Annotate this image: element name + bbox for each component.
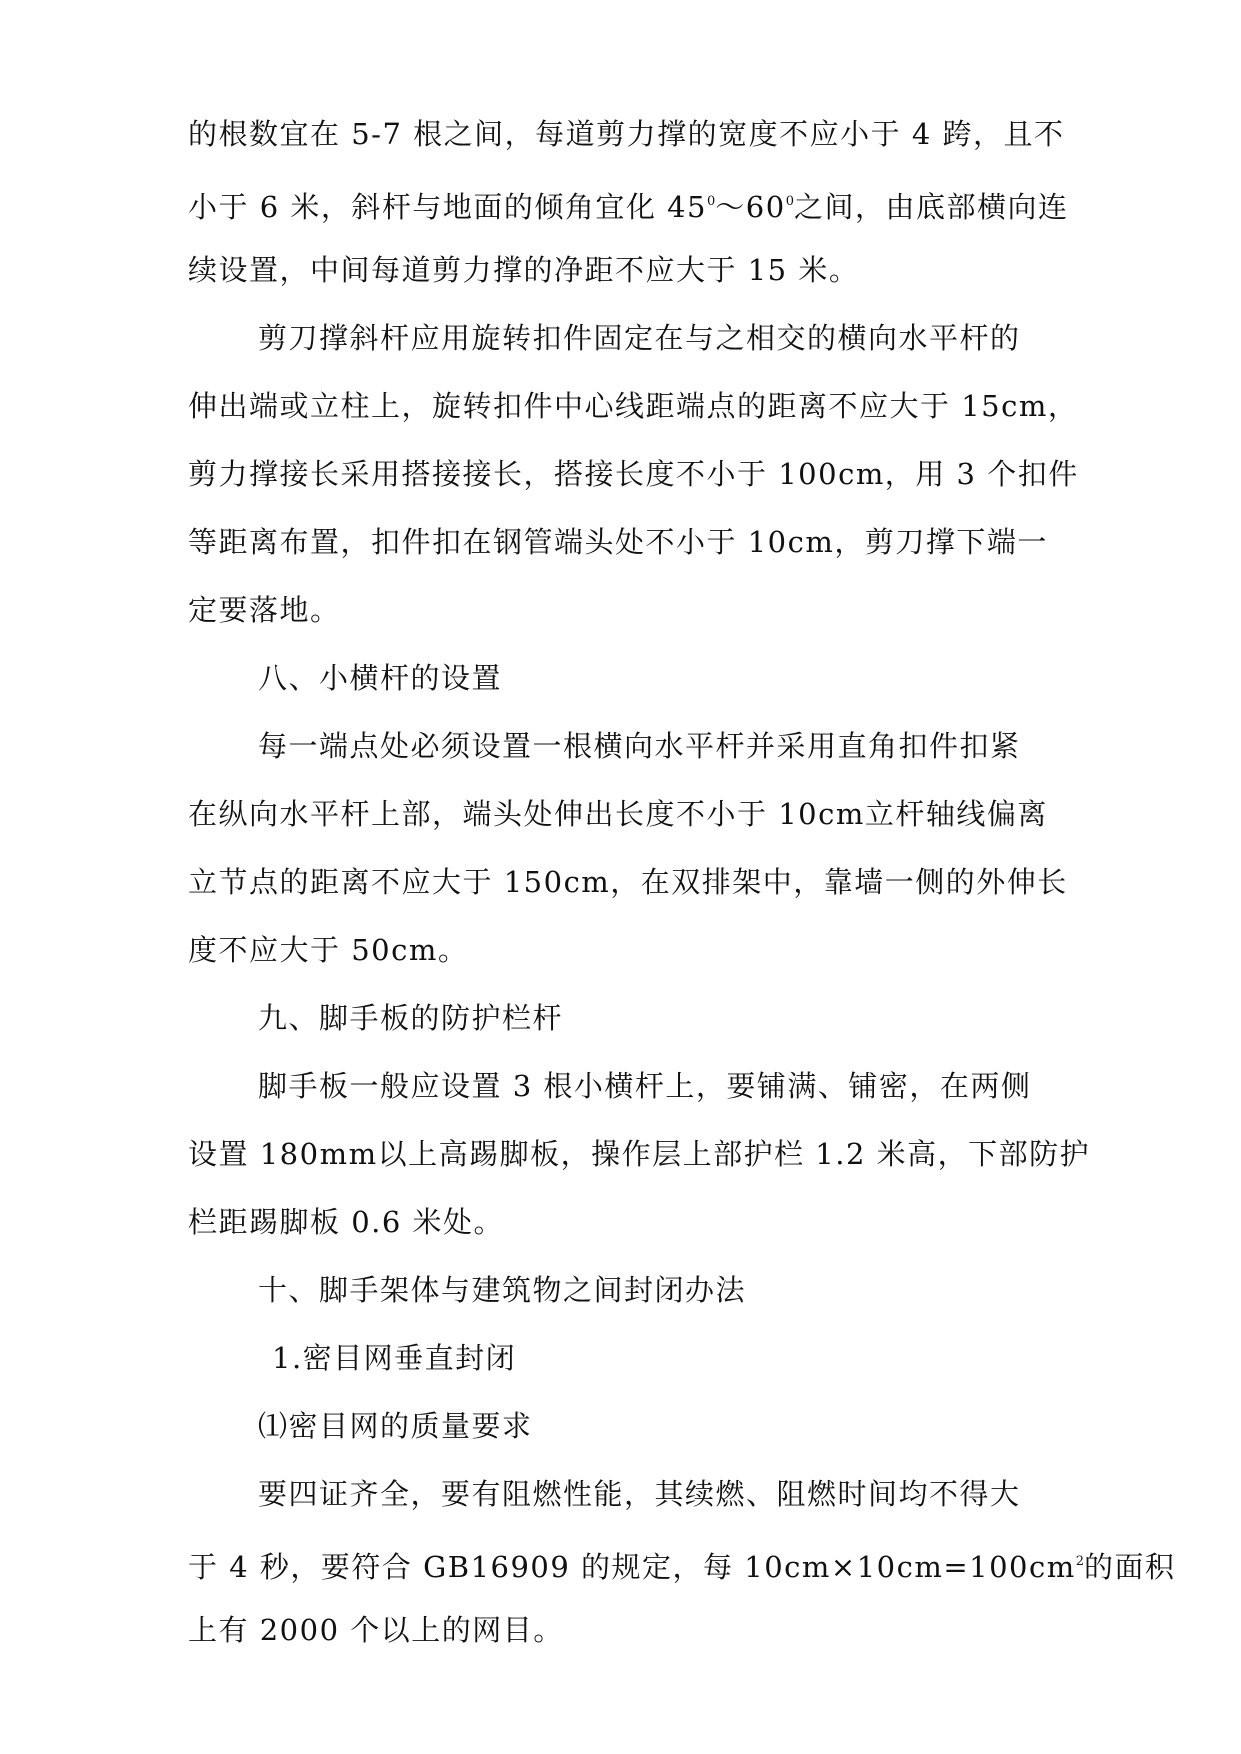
body-text-segment: ～60 bbox=[715, 190, 786, 224]
body-text-line: 伸出端或立柱上，旋转扣件中心线距端点的距离不应大于 15cm， bbox=[188, 389, 1079, 423]
body-text-line: 设置 180mm以上高踢脚板，操作层上部护栏 1.2 米高，下部防护 bbox=[188, 1137, 1091, 1171]
body-text-line: 的根数宜在 5-7 根之间，每道剪力撑的宽度不应小于 4 跨，且不 bbox=[188, 117, 1065, 151]
body-text-line: 续设置，中间每道剪力撑的净距不应大于 15 米。 bbox=[188, 253, 860, 287]
body-text-segment: 小于 6 米，斜杆与地面的倾角宜化 45 bbox=[188, 190, 708, 224]
body-text-line: 定要落地。 bbox=[188, 593, 341, 627]
section-heading: 八、小横杆的设置 bbox=[258, 661, 503, 695]
body-text-line: 脚手板一般应设置 3 根小横杆上，要铺满、铺密，在两侧 bbox=[258, 1069, 1032, 1103]
body-text-segment: 之间，由底部横向连 bbox=[793, 190, 1069, 224]
body-text-line: 上有 2000 个以上的网目。 bbox=[188, 1613, 564, 1647]
body-text-line bbox=[188, 168, 1069, 236]
body-text-line: 剪力撑接长采用搭接接长，搭接长度不小于 100cm，用 3 个扣件 bbox=[188, 457, 1079, 491]
body-text-segment: 于 4 秒，要符合 GB16909 的规定，每 10cm×10cm=100cm bbox=[188, 1550, 1076, 1584]
section-heading: 九、脚手板的防护栏杆 bbox=[258, 1001, 564, 1035]
superscript-degree: 0 bbox=[785, 194, 794, 209]
body-text-line: 在纵向水平杆上部，端头处伸出长度不小于 10cm立杆轴线偏离 bbox=[188, 797, 1048, 831]
body-text-line bbox=[188, 1528, 1176, 1596]
superscript-degree: 0 bbox=[707, 194, 716, 209]
body-text-line: 每一端点处必须设置一根横向水平杆并采用直角扣件扣紧 bbox=[258, 729, 1021, 763]
subsection-heading: ⑴密目网的质量要求 bbox=[258, 1409, 533, 1443]
subsection-heading: 1.密目网垂直封闭 bbox=[272, 1341, 517, 1375]
body-text-line: 度不应大于 50cm。 bbox=[188, 933, 469, 967]
section-heading: 十、脚手架体与建筑物之间封闭办法 bbox=[258, 1273, 747, 1307]
body-text-line: 等距离布置，扣件扣在钢管端头处不小于 10cm，剪刀撑下端一 bbox=[188, 525, 1048, 559]
superscript-squared: 2 bbox=[1075, 1554, 1085, 1569]
body-text-line: 剪刀撑斜杆应用旋转扣件固定在与之相交的横向水平杆的 bbox=[258, 321, 1021, 355]
body-text-segment: 的面积 bbox=[1084, 1550, 1176, 1584]
body-text-line: 要四证齐全，要有阻燃性能，其续燃、阻燃时间均不得大 bbox=[258, 1477, 1021, 1511]
body-text-line: 栏距踢脚板 0.6 米处。 bbox=[188, 1205, 505, 1239]
body-text-line: 立节点的距离不应大于 150cm，在双排架中，靠墙一侧的外伸长 bbox=[188, 865, 1068, 899]
document-body bbox=[188, 100, 1176, 1664]
